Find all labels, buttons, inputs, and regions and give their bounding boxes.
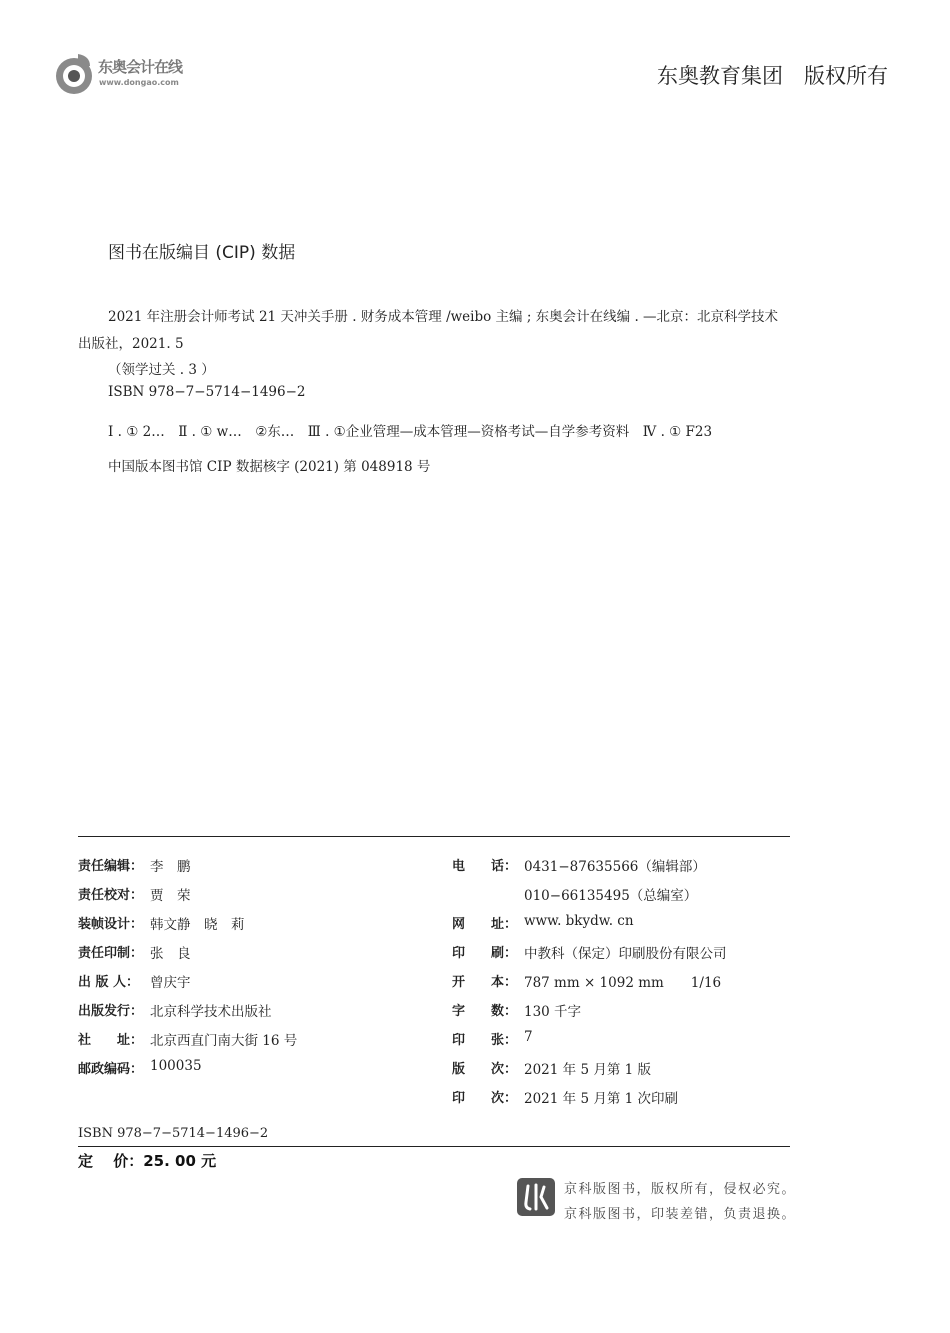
info-left-label: 责任编辑： [78, 859, 144, 874]
info-left-value: 北京西直门南大街 16 号 [150, 1033, 298, 1049]
jk-notice-line-2: 京科版图书，印装差错，负责退换。 [564, 1207, 797, 1222]
info-left-value: 李 鹏 [150, 859, 191, 875]
logo-text: 东奥会计在线 [98, 58, 183, 76]
price: 定 价：25. 00 元 [78, 1152, 217, 1170]
info-left-label: 责任校对： [78, 888, 144, 903]
info-right-value: 7 [524, 1029, 533, 1045]
info-left-value: 贾 荣 [150, 888, 191, 904]
info-right-value: 130 千字 [524, 1004, 582, 1020]
jk-publisher-glyph-icon [517, 1178, 555, 1216]
info-right-label: 网 址： [452, 917, 518, 932]
jk-notice-line-1: 京科版图书，版权所有，侵权必究。 [564, 1182, 797, 1197]
cip-line-5: Ⅰ . ① 2… Ⅱ . ① w… ②东… Ⅲ . ①企业管理—成本管理—资格考试—自学参考资料 Ⅳ . ① F23 [108, 424, 713, 440]
info-right-label: 印 刷： [452, 946, 518, 961]
info-right-value: www. bkydw. cn [524, 913, 634, 929]
info-right-label: 印 张： [452, 1033, 518, 1048]
cip-line-1: 2021 年注册会计师考试 21 天冲关手册 . 财务成本管理 /weibo 主编 ; 东奥会计在线编 . —北京：北京科学技术 [108, 309, 779, 325]
logo-url: www.dongao.com [99, 78, 179, 87]
info-left-value: 北京科学技术出版社 [150, 1004, 272, 1020]
info-right-value: 010−66135495（总编室） [524, 888, 698, 904]
cip-line-4: ISBN 978−7−5714−1496−2 [108, 384, 306, 400]
top-rule [78, 836, 790, 837]
dongao-logo [54, 50, 204, 96]
cip-line-3: （领学过关 . 3 ） [108, 362, 215, 378]
info-right-value: 中教科（保定）印刷股份有限公司 [524, 946, 727, 962]
info-right-label: 电 话： [452, 859, 518, 874]
info-left-label: 社 址： [78, 1033, 144, 1048]
info-right-value: 2021 年 5 月第 1 次印刷 [524, 1091, 678, 1107]
dongao-logo-icon [54, 50, 96, 96]
info-right-label: 印 次： [452, 1091, 518, 1106]
info-left-label: 装帧设计： [78, 917, 144, 932]
info-left-label: 出版发行： [78, 1004, 144, 1019]
cip-title: 图书在版编目 (CIP) 数据 [108, 243, 296, 263]
info-left-value: 张 良 [150, 946, 191, 962]
info-left-value: 韩文静 晓 莉 [150, 917, 245, 933]
info-right-value: 787 mm × 1092 mm 1/16 [524, 975, 722, 991]
bottom-rule [78, 1146, 790, 1147]
copyright-notice: 东奥教育集团 版权所有 [657, 64, 888, 88]
info-right-value: 2021 年 5 月第 1 版 [524, 1062, 651, 1078]
cip-line-6: 中国版本图书馆 CIP 数据核字 (2021) 第 048918 号 [108, 459, 431, 475]
info-left-value: 曾庆宇 [150, 975, 191, 991]
info-left-label: 邮政编码： [78, 1062, 144, 1077]
info-right-label: 开 本： [452, 975, 518, 990]
footer-isbn: ISBN 978−7−5714−1496−2 [78, 1126, 269, 1141]
info-right-value: 0431−87635566（编辑部） [524, 859, 706, 875]
jk-publisher-icon [517, 1178, 555, 1216]
info-left-label: 出 版 人： [78, 975, 140, 990]
info-right-label: 字 数： [452, 1004, 518, 1019]
info-left-value: 100035 [150, 1058, 202, 1074]
info-right-label: 版 次： [452, 1062, 518, 1077]
info-left-label: 责任印制： [78, 946, 144, 961]
cip-line-2: 出版社，2021. 5 [78, 336, 184, 352]
